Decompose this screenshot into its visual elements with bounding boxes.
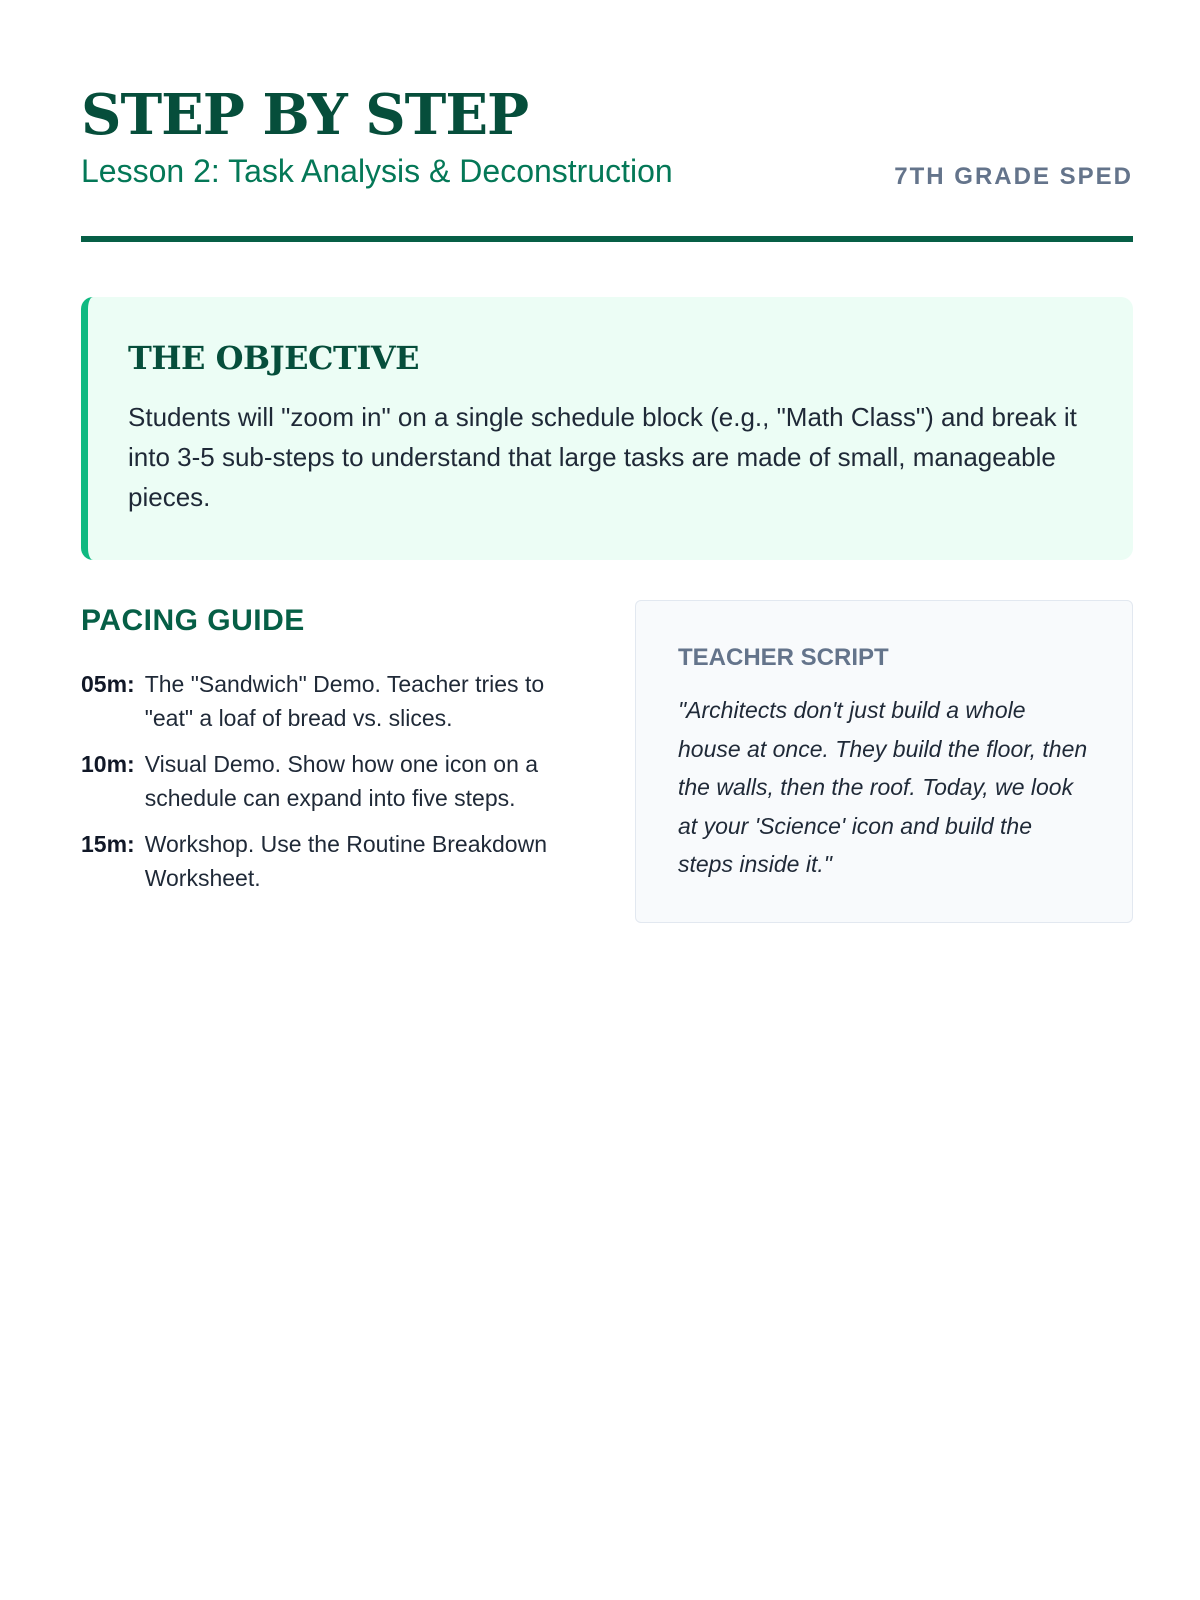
page-title: STEP BY STEP (81, 82, 529, 148)
teacher-script-text: "Architects don't just build a whole house at once. They build the floor, then the walls, then the roof. Today, we look at your 'Science' icon and build the steps inside it." (678, 697, 1088, 877)
pacing-item-text: Workshop. Use the Routine Breakdown Worksheet. (144, 831, 547, 891)
pacing-item (81, 827, 591, 895)
pacing-item-time: 05m: (81, 671, 135, 697)
objective-text: Students will "zoom in" on a single schedule block (e.g., "Math Class") and break it into 3-5 sub-steps to understand that large tasks are made of small, manageable pieces. (128, 402, 1077, 512)
pacing-item-time: 15m: (81, 831, 135, 857)
pacing-item (81, 667, 591, 735)
lesson-subtitle: Lesson 2: Task Analysis & Deconstruction (81, 153, 673, 189)
pacing-item-text: The "Sandwich" Demo. Teacher tries to "eat" a loaf of bread vs. slices. (144, 671, 545, 731)
teacher-script-card (635, 600, 1133, 923)
pacing-guide (81, 603, 591, 907)
pacing-item-text: Visual Demo. Show how one icon on a schedule can expand into five steps. (144, 751, 539, 811)
lesson-page (81, 0, 1133, 1600)
pacing-guide-title: PACING GUIDE (81, 604, 305, 637)
pacing-item-time: 10m: (81, 751, 135, 777)
objective-card (81, 297, 1133, 560)
objective-title: THE OBJECTIVE (128, 339, 419, 377)
lesson-header (81, 82, 1133, 242)
grade-label: 7TH GRADE SPED (894, 163, 1133, 190)
pacing-item (81, 747, 591, 815)
header-divider (81, 236, 1133, 242)
teacher-script-title: TEACHER SCRIPT (678, 644, 889, 671)
